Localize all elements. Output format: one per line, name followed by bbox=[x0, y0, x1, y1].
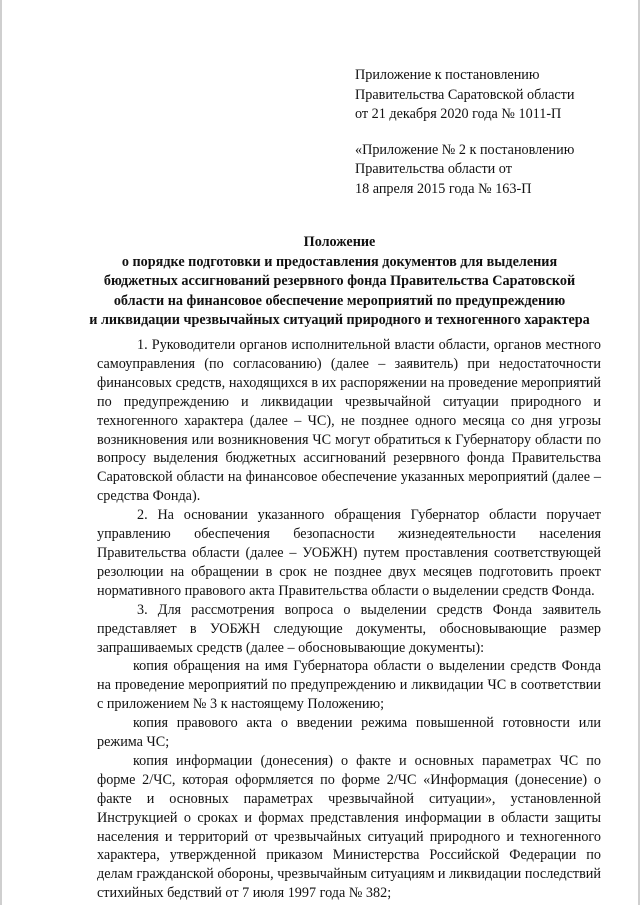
appendix-line: Правительства области от bbox=[355, 161, 512, 178]
document-list-item: копия информации (донесения) о факте и основных параметрах ЧС по форме 2/ЧС, которая оформляется по форме 2/ЧС «Информация (донесение) о факте и основных параметрах чрезвычайной ситуации», установленной Инструкцией о сроках и формах представления информации в области защиты населения и территорий от чрезвычайных ситуаций природного и техногенного характера, утвержденной приказом Министерства Российской Федерации по делам гражданской обороны, чрезвычайным ситуациям и ликвидации последствий стихийных бедствий от 7 июля 1997 года № 382; bbox=[97, 752, 601, 902]
title-line: бюджетных ассигнований резервного фонда Правительства Саратовской bbox=[103, 273, 576, 290]
title-line: и ликвидации чрезвычайных ситуаций природного и техногенного характера bbox=[89, 312, 590, 329]
appendix-line: Приложение к постановлению bbox=[355, 67, 540, 83]
appendix-line: «Приложение № 2 к постановлению bbox=[355, 141, 575, 158]
title-line: Положение bbox=[303, 234, 376, 250]
appendix-line: от 21 декабря 2020 года № 1011-П bbox=[355, 106, 562, 123]
document-title bbox=[82, 233, 597, 331]
paragraph-1: 1. Руководители органов исполнительной власти области, органов местного самоуправления (по согласованию) (далее – заявитель) при недостаточности финансовых средств, находящихся в их распоряжении на проведение мероприятий по предупреждению и ликвидации чрезвычайной ситуации природного и техногенного характера (далее – ЧС), не позднее одного месяца со дня угрозы возникновения или возникновения ЧС могут обратиться к Губернатору области по вопросу выделения бюджетных ассигнований резервного фонда Правительства Саратовской области на финансовое обеспечение указанных мероприятий (далее – средства Фонда). bbox=[97, 337, 601, 505]
appendix-header bbox=[355, 66, 625, 200]
title-line: области на финансовое обеспечение мероприятий по предупреждению bbox=[113, 292, 566, 309]
header-spacer bbox=[355, 125, 625, 141]
appendix-line: 18 апреля 2015 года № 163-П bbox=[355, 180, 532, 197]
document-body bbox=[97, 336, 601, 903]
document-list-item: копия правового акта о введении режима повышенной готовности или режима ЧС; bbox=[97, 715, 601, 751]
document-list-item: копия обращения на имя Губернатора области о выделении средств Фонда на проведение мероприятий по предупреждению и ликвидации ЧС в соответствии с приложением № 3 к настоящему Положению; bbox=[97, 658, 601, 713]
paragraph-3: 3. Для рассмотрения вопроса о выделении средств Фонда заявитель представляет в УОБЖН следующие документы, обосновывающие размер запрашиваемых средств (далее – обосновывающие документы): bbox=[97, 601, 601, 656]
paragraph-2: 2. На основании указанного обращения Губернатор области поручает управлению обеспечения безопасности жизнедеятельности населения Правительства области (далее – УОБЖН) путем проставления соответствующей резолюции на обращении в срок не позднее двух месяцев подготовить проект нормативного правового акта Правительства области о выделении средств Фонда. bbox=[97, 507, 601, 599]
appendix-line: Правительства Саратовской области bbox=[355, 86, 575, 103]
title-line: о порядке подготовки и предоставления документов для выделения bbox=[121, 253, 558, 270]
